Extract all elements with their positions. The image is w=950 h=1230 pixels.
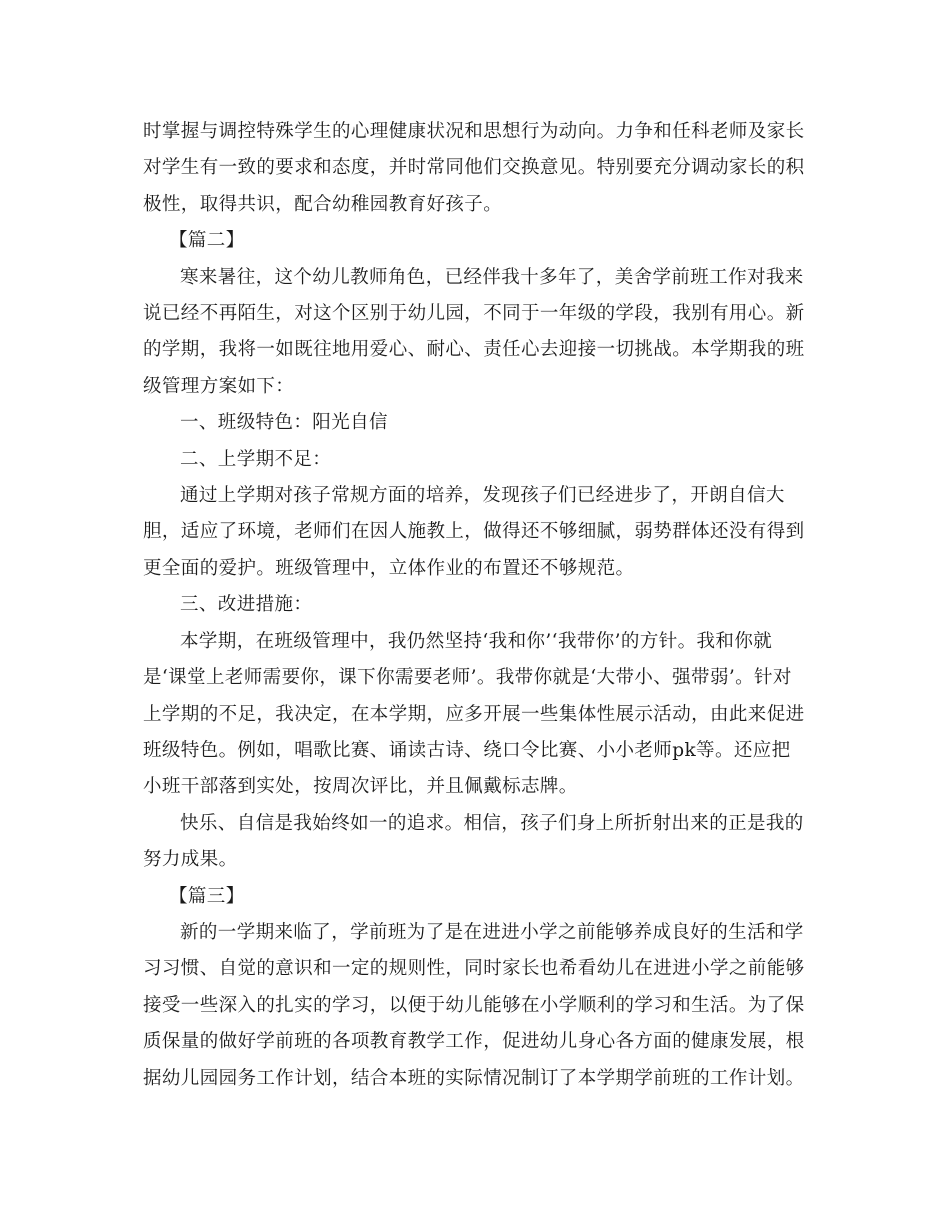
paragraph-new-semester: 新的一学期来临了，学前班为了是在进进小学之前能够养成良好的生活和学习习惯、自觉的意识和一定的规则性，同时家长也希看幼儿在进进小学之前能够接受一些深入的扎实的学习，以便于幼儿能够在小学顺利的学习和生活。为了保质保量的做好学前班的各项教育教学工作，促进幼儿身心各方面的健康发展，根据幼儿园园务工作计划，结合本班的实际情况制订了本学期学前班的工作计划。: [143, 921, 805, 1089]
paragraph-pursuit: 快乐、自信是我始终如一的追求。相信，孩子们身上所折射出来的正是我的努力成果。: [143, 812, 804, 871]
paragraph-shortcomings-heading: 二、上学期不足：: [180, 448, 332, 470]
section-heading-part-two: 【篇二】: [169, 230, 245, 252]
paragraph-continuation: 时掌握与调控特殊学生的心理健康状况和思想行为动向。力争和任科老师及家长对学生有一致的要求和态度，并时常同他们交换意见。特别要充分调动家长的积极性，取得共识，配合幼稚园教育好孩子。: [143, 121, 805, 215]
paragraph-class-feature: 一、班级特色：阳光自信: [180, 412, 388, 434]
section-heading-part-three: 【篇三】: [169, 885, 245, 907]
paragraph-shortcomings: 通过上学期对孩子常规方面的培养，发现孩子们已经进步了，开朗自信大胆，适应了环境，老师们在因人施教上，做得还不够细腻，弱势群体还没有得到更全面的爱护。班级管理中，立体作业的布置还不够规范。: [143, 485, 805, 579]
document-body: [143, 114, 808, 1097]
paragraph-intro: 寒来暑往，这个幼儿教师角色，已经伴我十多年了，美舍学前班工作对我来说已经不再陌生，对这个区别于幼儿园，不同于一年级的学段，我别有用心。新的学期，我将一如既往地用爱心、耐心、责任心去迎接一切挑战。本学期我的班级管理方案如下：: [143, 266, 805, 397]
paragraph-measures: 本学期，在班级管理中，我仍然坚持‘我和你’‘我带你’的方针。我和你就是‘课堂上老师需要你，课下你需要老师’。我带你就是‘大带小、强带弱’。针对上学期的不足，我决定，在本学期，应多开展一些集体性展示活动，由此来促进班级特色。例如，唱歌比赛、诵读古诗、绕口令比赛、小小老师pk等。还应把小班干部落到实处，按周次评比，并且佩戴标志牌。: [143, 630, 805, 798]
paragraph-measures-heading: 三、改进措施：: [180, 594, 313, 616]
